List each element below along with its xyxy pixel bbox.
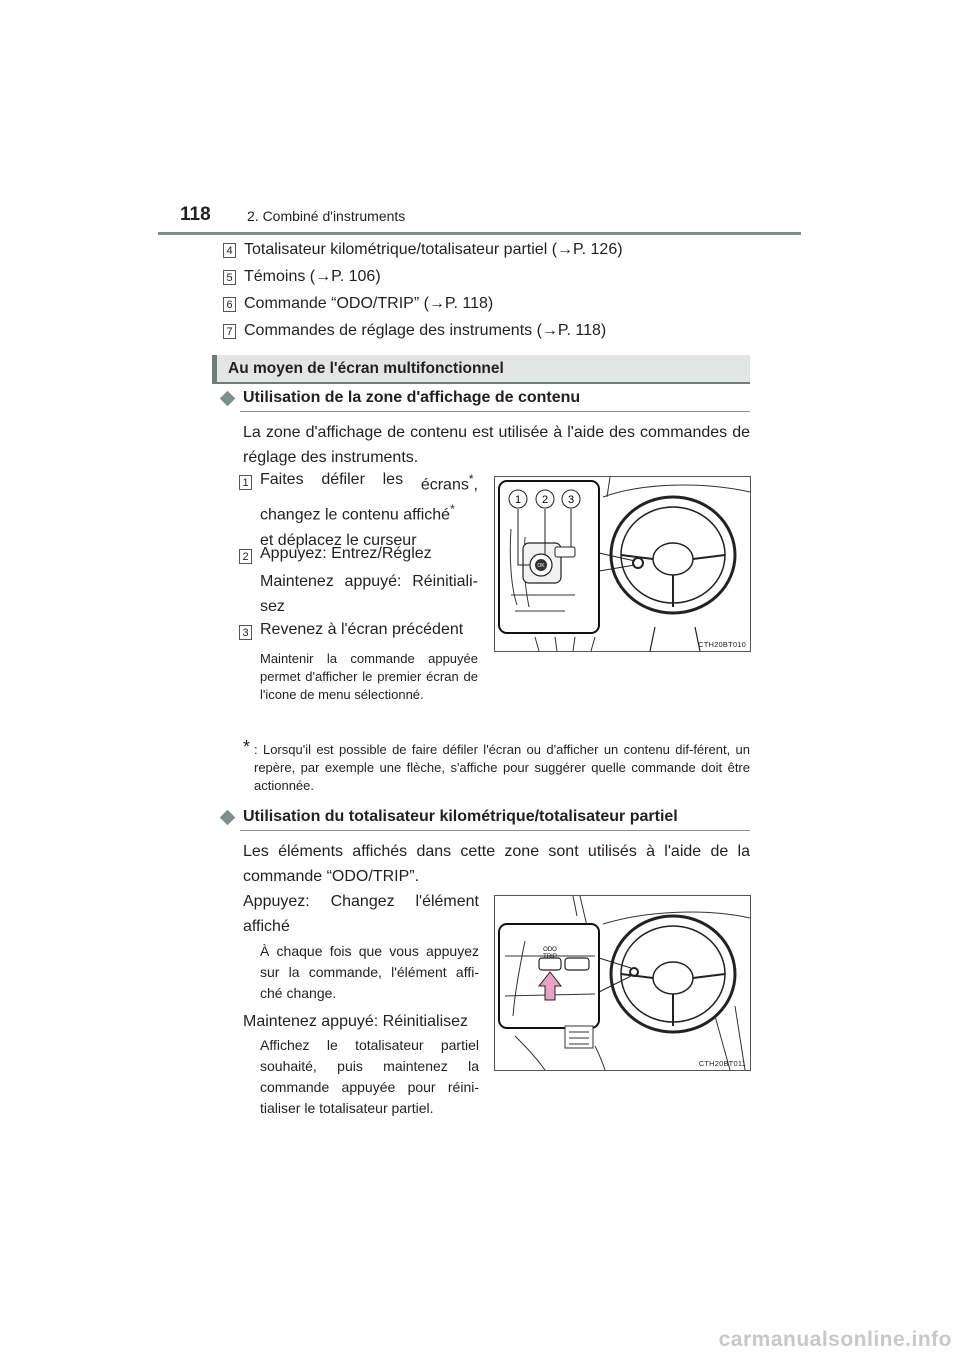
step-number: 1 bbox=[239, 475, 252, 490]
list-item bbox=[223, 295, 493, 313]
intro-paragraph: Les éléments affichés dans cette zone sont utilisés à l'aide de la commande “ODO/TRIP”. bbox=[243, 843, 750, 885]
trip-label: TRIP bbox=[543, 954, 557, 960]
list-item bbox=[223, 241, 623, 259]
section-header bbox=[212, 355, 750, 384]
step-text: Appuyez: Entrez/Réglez bbox=[260, 545, 432, 562]
press-note: À chaque fois que vous appuyez sur la commande, l'élément affi-ché change. bbox=[260, 943, 479, 1001]
steering-wheel-illustration bbox=[495, 477, 750, 651]
list-item bbox=[223, 322, 606, 340]
chapter-title: 2. Combiné d'instruments bbox=[247, 208, 406, 224]
steering-wheel-illustration bbox=[495, 896, 750, 1070]
item-number: 5 bbox=[223, 270, 236, 285]
watermark: carmanualsonline.info bbox=[718, 1328, 952, 1351]
odo-label: ODO bbox=[543, 947, 557, 953]
footnote-mark: * bbox=[243, 737, 251, 757]
step-note: Maintenir la commande appuyée permet d'afficher le premier écran de l'icone de menu sélectionné. bbox=[260, 651, 478, 702]
intro-paragraph: La zone d'affichage de contenu est utilisée à l'aide des commandes de réglage des instruments. bbox=[243, 424, 750, 466]
item-text: Totalisateur kilométrique/totalisateur partiel (→P. 126) bbox=[244, 241, 623, 258]
subsection-title: Utilisation du totalisateur kilométrique/totalisateur partiel bbox=[243, 808, 678, 825]
subsection-heading bbox=[222, 808, 678, 826]
section-accent bbox=[212, 355, 217, 384]
subsection-title: Utilisation de la zone d'affichage de contenu bbox=[243, 389, 581, 406]
subsection-heading bbox=[222, 389, 580, 407]
hold-action: Maintenez appuyé: Réinitialisez bbox=[243, 1013, 469, 1030]
item-text: Commande “ODO/TRIP” (→P. 118) bbox=[244, 295, 494, 312]
item-text: Commandes de réglage des instruments (→P. 118) bbox=[244, 322, 607, 339]
item-number: 4 bbox=[223, 243, 236, 258]
step-number: 2 bbox=[239, 549, 252, 564]
callout-label: 2 bbox=[541, 494, 549, 506]
footnote-text: : Lorsqu'il est possible de faire défiler l'écran ou d'afficher un contenu dif-férent, un repère, par exemple une flèche, s'affiche pour suggérer quelle commande doit être actionnée. bbox=[254, 742, 750, 793]
callout-label: 3 bbox=[567, 494, 575, 506]
step-number: 3 bbox=[239, 625, 252, 640]
callout-label: 1 bbox=[514, 494, 522, 506]
diamond-icon bbox=[220, 390, 236, 406]
step-text-hold: Maintenez appuyé: Réinitiali-sez bbox=[260, 573, 478, 615]
item-number: 6 bbox=[223, 297, 236, 312]
item-text: Témoins (→P. 106) bbox=[244, 268, 381, 285]
subsection-rule bbox=[240, 830, 750, 831]
list-item bbox=[223, 268, 381, 286]
diamond-icon bbox=[220, 809, 236, 825]
step-text: Faites défiler les écrans*, changez le contenu affiché* et déplacez le curseur bbox=[260, 471, 478, 549]
step-text: Revenez à l'écran précédent bbox=[260, 621, 464, 638]
section-title: Au moyen de l'écran multifonctionnel bbox=[228, 360, 504, 377]
header-rule bbox=[158, 232, 801, 235]
hold-note: Affichez le totalisateur partiel souhaité, puis maintenez la commande appuyée pour réini-tialiser le totalisateur partiel. bbox=[260, 1037, 479, 1116]
ok-button-label: OK bbox=[537, 563, 545, 569]
subsection-rule bbox=[240, 411, 750, 412]
press-action: Appuyez: Changez l'élément affiché bbox=[243, 893, 479, 935]
odo-trip-figure bbox=[494, 895, 751, 1071]
item-number: 7 bbox=[223, 324, 236, 339]
steering-switch-figure bbox=[494, 476, 751, 652]
figure-code: CTH20BT010 bbox=[698, 640, 746, 649]
page-number: 118 bbox=[180, 204, 211, 225]
figure-code: CTH20BT011 bbox=[698, 1059, 746, 1068]
